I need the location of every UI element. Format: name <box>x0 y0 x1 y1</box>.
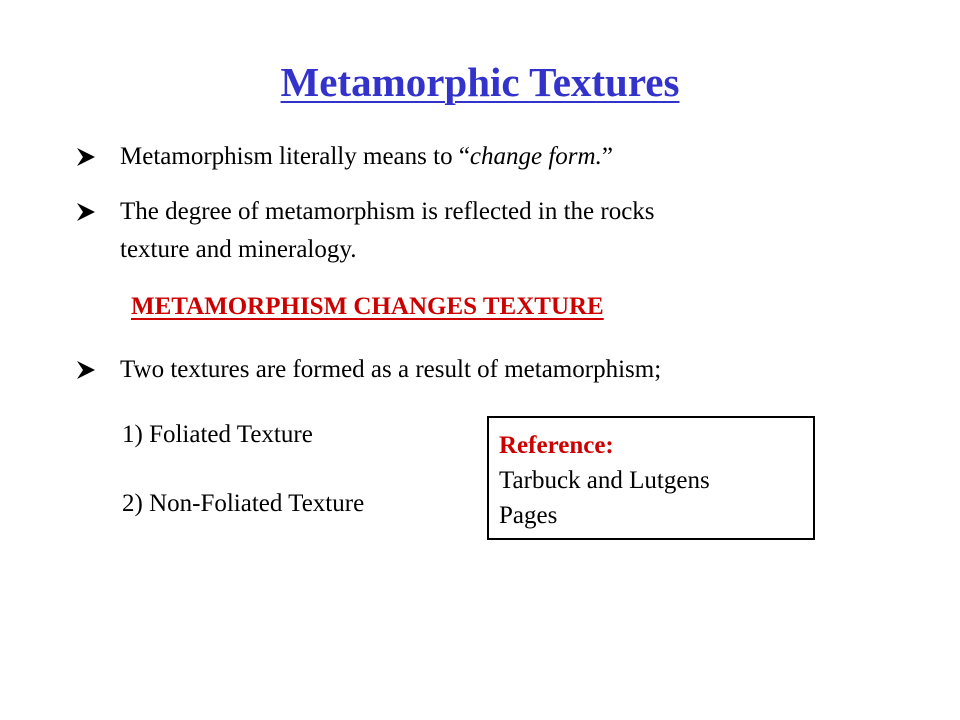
texture-item-non-foliated: 2) Non-Foliated Texture <box>122 490 365 517</box>
bullet-text: The degree of metamorphism is reflected in the rocks texture and mineralogy. <box>120 198 655 263</box>
arrowhead-bullet-icon <box>76 147 96 167</box>
arrowhead-bullet-icon <box>76 360 96 380</box>
slide-title: Metamorphic Textures <box>280 59 680 105</box>
bullet-item-two-textures <box>76 351 836 389</box>
reference-heading: Reference: <box>499 432 614 459</box>
arrowhead-bullet-icon <box>76 202 96 222</box>
section-subheading: METAMORPHISM CHANGES TEXTURE <box>131 293 604 320</box>
bullet-text: Two textures are formed as a result of metamorphism; <box>120 356 662 383</box>
bullet-text: Metamorphism literally means to “change form.” <box>120 143 613 170</box>
bullet-item-degree <box>76 193 836 269</box>
reference-pages: Pages <box>499 502 558 529</box>
reference-box <box>487 416 815 540</box>
texture-item-foliated: 1) Foliated Texture <box>122 421 313 448</box>
reference-source: Tarbuck and Lutgens <box>499 467 710 494</box>
bullet-item-definition <box>76 138 836 176</box>
